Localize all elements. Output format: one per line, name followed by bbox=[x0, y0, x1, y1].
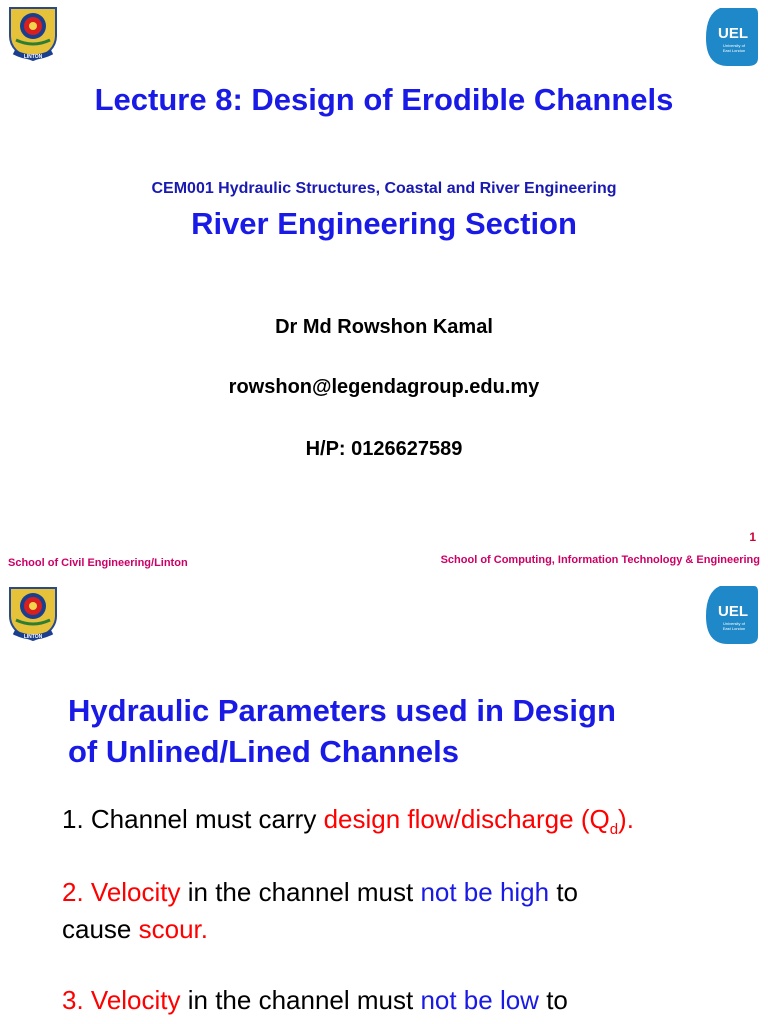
point-2-velocity: 2. Velocity bbox=[62, 877, 181, 907]
svg-text:LINTON: LINTON bbox=[23, 54, 43, 60]
linton-logo bbox=[2, 2, 64, 64]
content-slide bbox=[0, 578, 768, 1024]
svg-text:University of: University of bbox=[722, 621, 746, 626]
point-1-subscript: d bbox=[609, 821, 619, 839]
svg-text:UEL: UEL bbox=[718, 25, 748, 42]
point-2-text-end: to bbox=[549, 877, 579, 907]
svg-text:East London: East London bbox=[722, 48, 746, 53]
point-3-velocity: 3. Velocity bbox=[62, 985, 181, 1015]
course-title: CEM001 Hydraulic Structures, Coastal and River Engineering bbox=[151, 180, 617, 197]
author-name: Dr Md Rowshon Kamal bbox=[275, 316, 493, 338]
section-title: River Engineering Section bbox=[191, 206, 577, 241]
author-email: rowshon@legendagroup.edu.my bbox=[228, 376, 540, 398]
point-2-emphasis: not be high bbox=[420, 877, 550, 907]
lecture-title: Lecture 8: Design of Erodible Channels bbox=[94, 82, 674, 117]
uel-logo bbox=[704, 6, 760, 68]
point-3 bbox=[62, 982, 752, 1019]
svg-text:LINTON: LINTON bbox=[23, 634, 43, 640]
point-3-text-end: to bbox=[538, 985, 568, 1015]
slide-heading-line2: of Unlined/Lined Channels bbox=[68, 734, 459, 769]
footer-school-right: School of Computing, Information Technology & Engineering bbox=[440, 554, 760, 566]
point-1 bbox=[62, 801, 752, 848]
slide-heading-line1: Hydraulic Parameters used in Design bbox=[68, 693, 616, 728]
svg-text:UEL: UEL bbox=[718, 603, 748, 620]
point-1-suffix: ). bbox=[618, 804, 634, 834]
slide-heading bbox=[68, 690, 728, 772]
point-2-line2: cause bbox=[62, 914, 139, 944]
point-3-emphasis: not be low bbox=[420, 985, 539, 1015]
svg-text:University of: University of bbox=[722, 43, 746, 48]
linton-logo bbox=[2, 582, 64, 644]
point-1-highlight: design flow/discharge (Q bbox=[323, 804, 610, 834]
point-2 bbox=[62, 874, 752, 948]
page-number: 1 bbox=[749, 530, 756, 544]
uel-logo bbox=[704, 584, 760, 646]
svg-text:East London: East London bbox=[722, 626, 746, 631]
point-1-text: 1. Channel must carry bbox=[62, 804, 324, 834]
author-phone: H/P: 0126627589 bbox=[305, 438, 463, 460]
point-2-scour: scour. bbox=[138, 914, 208, 944]
point-2-text: in the channel must bbox=[180, 877, 421, 907]
footer-school-left: School of Civil Engineering/Linton bbox=[8, 557, 188, 569]
point-3-text: in the channel must bbox=[180, 985, 421, 1015]
